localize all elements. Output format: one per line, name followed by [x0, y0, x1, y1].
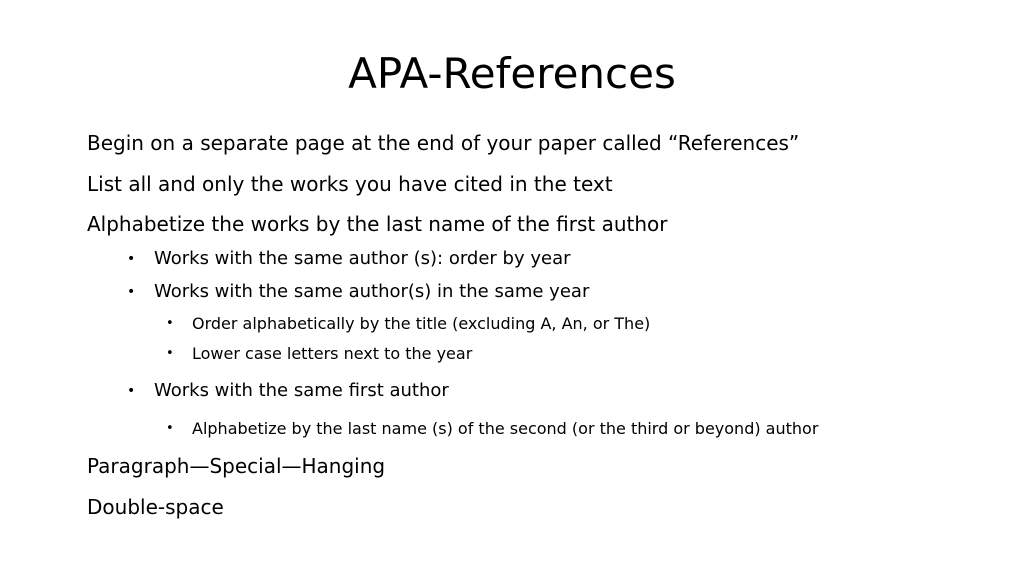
bullet-icon: • — [166, 346, 174, 361]
list-item: Works with the same author(s) in the same year — [154, 281, 590, 302]
list-item: Lower case letters next to the year — [192, 344, 473, 363]
bullet-icon: • — [127, 284, 136, 300]
bullet-icon: • — [127, 251, 136, 267]
list-item: Works with the same first author — [154, 380, 449, 401]
list-item: Paragraph—Special—Hanging — [87, 454, 386, 478]
list-item: Works with the same author (s): order by year — [154, 248, 571, 269]
list-item: List all and only the works you have cited in the text — [87, 172, 613, 196]
bullet-icon: • — [166, 421, 174, 436]
list-item: Alphabetize the works by the last name of the first author — [87, 212, 668, 236]
bullet-icon: • — [127, 383, 136, 399]
bullet-icon: • — [166, 316, 174, 331]
list-item: Double-space — [87, 495, 224, 519]
list-item: Begin on a separate page at the end of your paper called “References” — [87, 131, 800, 155]
slide-title: APA-References — [348, 49, 676, 98]
list-item: Order alphabetically by the title (excluding A, An, or The) — [192, 314, 651, 333]
list-item: Alphabetize by the last name (s) of the second (or the third or beyond) author — [192, 419, 819, 438]
